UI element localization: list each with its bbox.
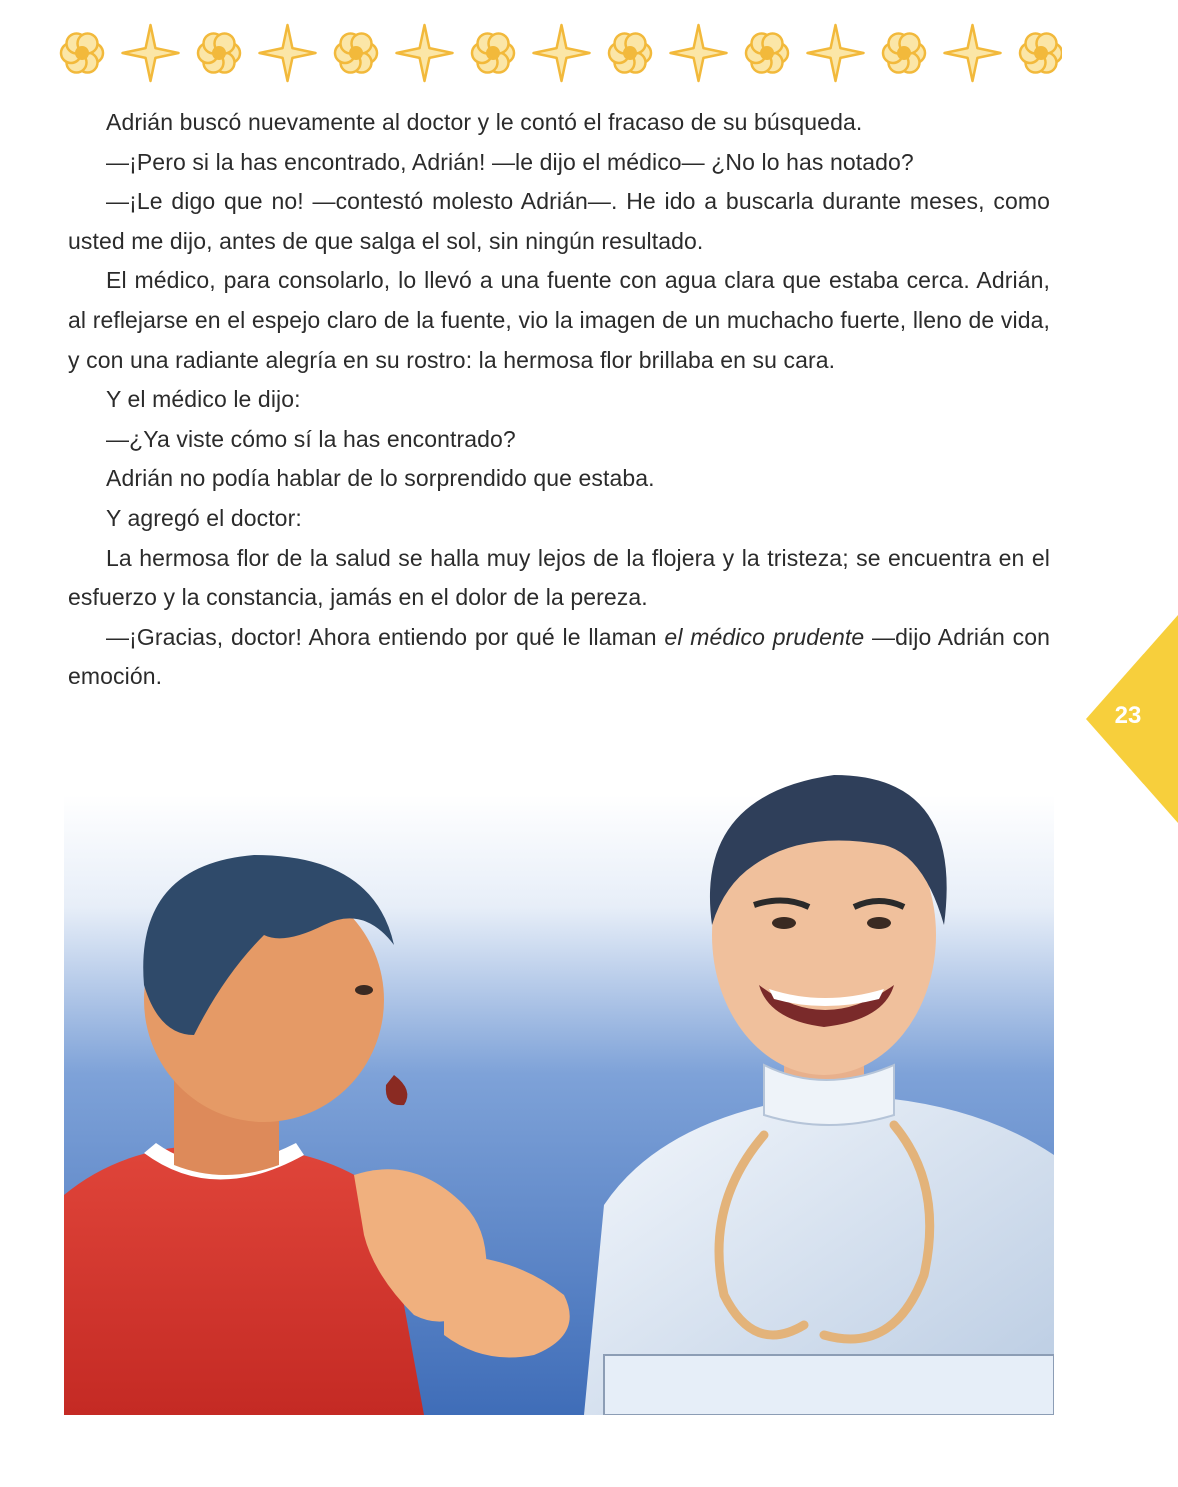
paragraph: Adrián no podía hablar de lo sorprendido que estaba. xyxy=(106,465,655,492)
flower-icon xyxy=(198,33,240,72)
decorative-border xyxy=(52,22,1062,84)
flower-icon xyxy=(1020,33,1062,72)
paragraph: —¿Ya viste cómo sí la has encontrado? xyxy=(106,425,516,452)
illustration-doctor-and-boy xyxy=(64,735,1054,1415)
paragraph xyxy=(68,618,1050,697)
flower-icon xyxy=(609,33,651,72)
star-icon xyxy=(123,25,179,81)
paragraph: La hermosa flor de la salud se halla muy lejos de la flojera y la tristeza; se encuentra en el esfuerzo y la constancia, jamás en el dolor de la pereza. xyxy=(68,544,1050,611)
flower-icon xyxy=(472,33,514,72)
star-icon xyxy=(945,25,1001,81)
star-icon xyxy=(534,25,590,81)
paragraph: Adrián buscó nuevamente al doctor y le contó el fracaso de su búsqueda. xyxy=(106,109,863,135)
star-icon xyxy=(260,25,316,81)
paragraph: Y el médico le dijo: xyxy=(106,386,301,413)
story-text xyxy=(68,103,1050,697)
italic-title: el médico prudente xyxy=(664,623,865,650)
paragraph: —¡Pero si la has encontrado, Adrián! —le dijo el médico— ¿No lo has notado? xyxy=(106,148,914,175)
page-number: 23 xyxy=(1114,702,1142,729)
star-icon xyxy=(808,25,864,81)
paragraph: Y agregó el doctor: xyxy=(106,504,302,531)
dialogue-text: —¡Gracias, doctor! Ahora entiendo por qué le llaman xyxy=(106,623,665,650)
flower-icon xyxy=(746,33,788,72)
star-icon xyxy=(397,25,453,81)
star-icon xyxy=(671,25,727,81)
paragraph: —¡Le digo que no! —contestó molesto Adrián—. He ido a buscarla durante meses, como usted me dijo, antes de que salga el sol, sin ningún resultado. xyxy=(68,188,1050,254)
paragraph: El médico, para consolarlo, lo llevó a una fuente con agua clara que estaba cerca. Adrián, al reflejarse en el espejo claro de la fuente, vio la imagen de un muchacho fuerte, lleno de vida, y con una radiante alegría en su rostro: la hermosa flor brillaba en su cara. xyxy=(68,267,1050,373)
flower-icon xyxy=(61,33,103,72)
dialogue-text: —dijo Adrián con emoción. xyxy=(68,623,1050,690)
flower-icon xyxy=(883,33,925,72)
flower-icon xyxy=(335,33,377,72)
